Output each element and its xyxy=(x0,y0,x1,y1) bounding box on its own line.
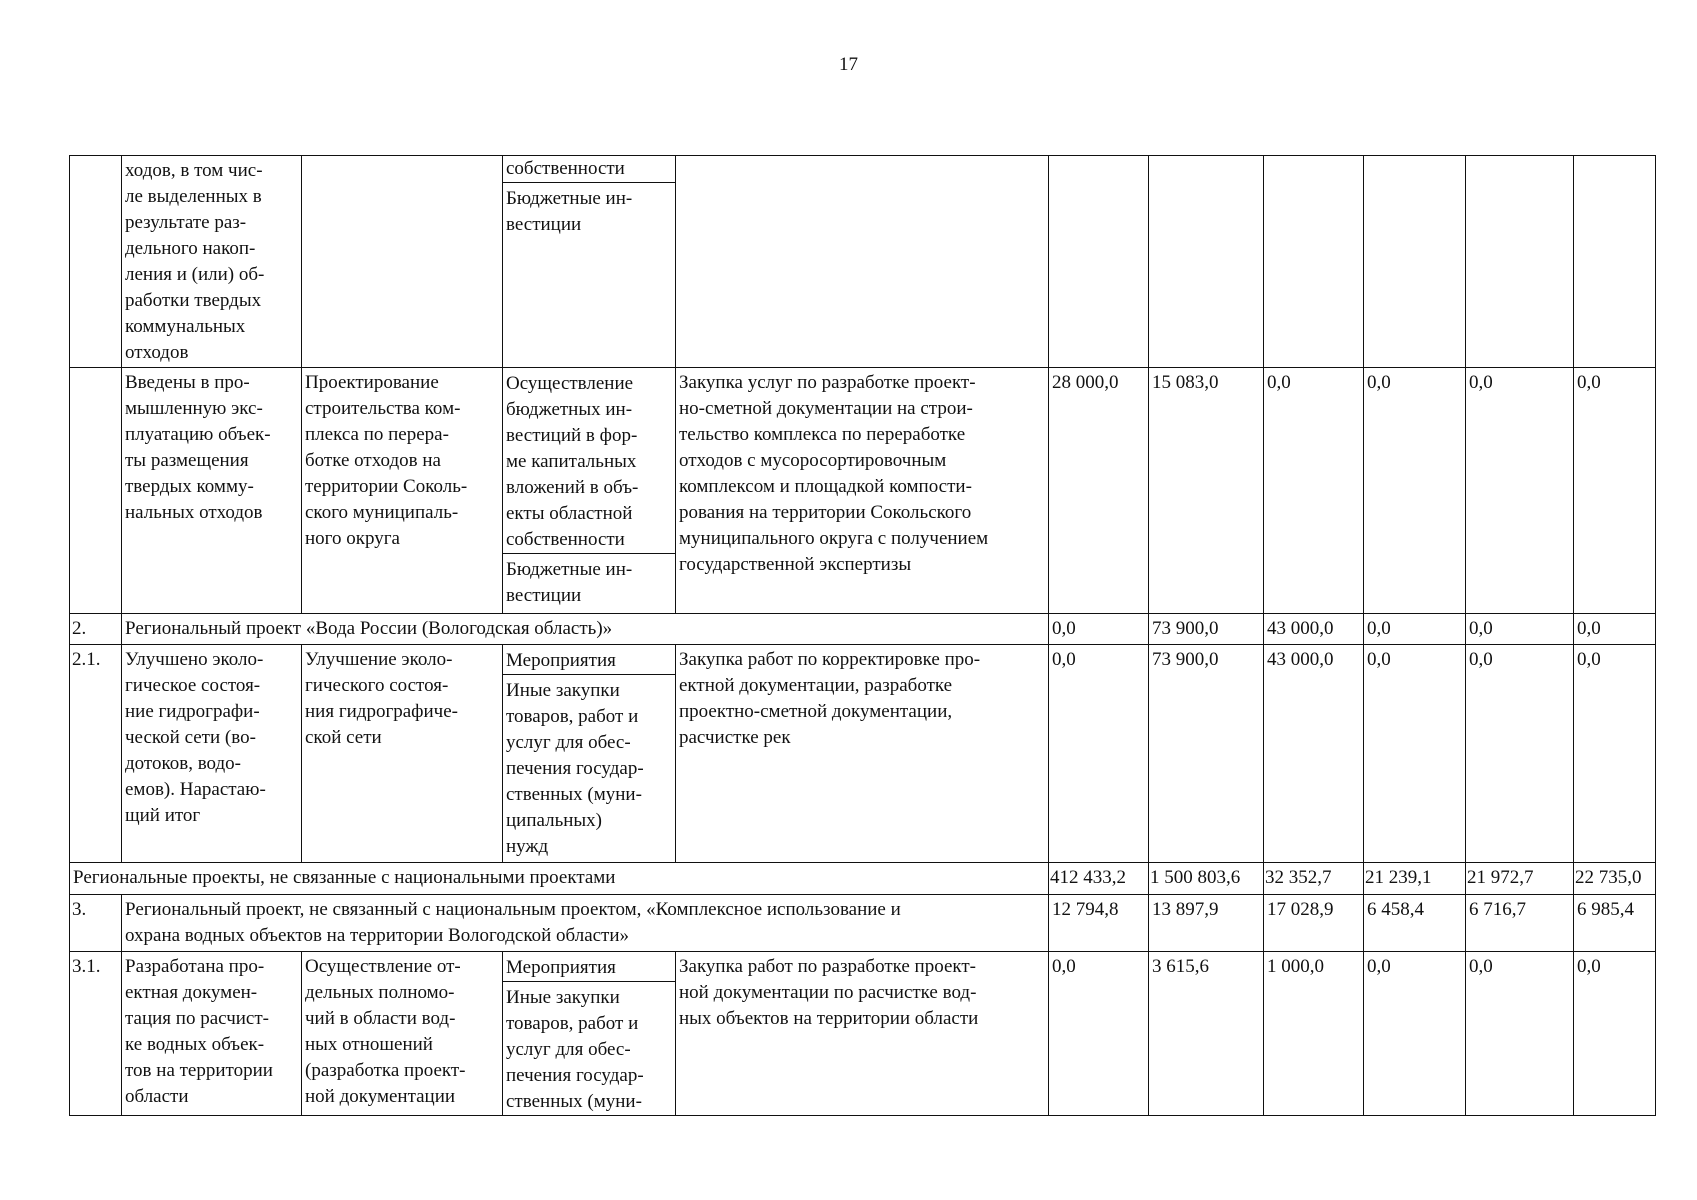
section-title: Региональные проекты, не связанные с национальными проектами xyxy=(70,863,1049,895)
project-title xyxy=(122,895,1049,952)
row-number: 3. xyxy=(70,895,122,952)
value-cell: 3 615,6 xyxy=(1149,952,1264,1116)
table-row xyxy=(70,863,1656,895)
form-type-text: собственности xyxy=(506,158,625,179)
value-cell: 412 433,2 xyxy=(1049,863,1149,895)
value-cell: 0,0 xyxy=(1364,645,1466,863)
value-cell: 21 972,7 xyxy=(1466,863,1574,895)
value-cell xyxy=(1574,156,1656,368)
description-cell xyxy=(676,645,1049,863)
program-table xyxy=(69,155,1656,1116)
result-text: Улучшено эколо- гическое состоя- ние гидрографи- ческой сети (во- дотоков, водо- емов). Нарастаю- щий итог xyxy=(125,649,266,826)
form-type-text: Мероприятия xyxy=(506,957,616,978)
value-cell: 0,0 xyxy=(1574,952,1656,1116)
value-cell: 6 458,4 xyxy=(1364,895,1466,952)
table-row xyxy=(70,156,1656,368)
value-cell: 13 897,9 xyxy=(1149,895,1264,952)
form-subtype-text: Бюджетные ин- вестиции xyxy=(503,183,675,239)
event-text: Проектирование строительства ком- плекса по перера- ботке отходов на территории Соколь- ского муниципаль- ного округа xyxy=(305,372,468,549)
value-cell: 0,0 xyxy=(1049,614,1149,645)
event-text: Улучшение эколо- гического состоя- ния гидрографиче- ской сети xyxy=(305,649,458,748)
value-cell: 73 900,0 xyxy=(1149,614,1264,645)
table-row xyxy=(70,895,1656,952)
event-cell xyxy=(302,368,503,614)
table-row xyxy=(70,614,1656,645)
form-subtype-text: Иные закупки товаров, работ и услуг для обес- печения государ- ственных (муни- xyxy=(503,982,675,1116)
value-cell: 6 985,4 xyxy=(1574,895,1656,952)
description-text: Закупка работ по разработке проект- ной документации по расчистке вод- ных объектов на территории области xyxy=(679,956,979,1029)
value-cell: 1 500 803,6 xyxy=(1149,863,1264,895)
table-row xyxy=(70,645,1656,863)
value-cell: 0,0 xyxy=(1049,645,1149,863)
value-cell xyxy=(1149,156,1264,368)
event-cell xyxy=(302,645,503,863)
description-text: Закупка услуг по разработке проект- но-сметной документации на строи- тельство комплекса по переработке отходов с мусоросортировочным комплексом и площадкой компости- рования на территории Сокольского муниципального округа с получением государственной экспертизы xyxy=(679,372,989,575)
value-cell: 17 028,9 xyxy=(1264,895,1364,952)
result-text: ходов, в том чис- ле выделенных в результате раз- дельного накоп- ления и (или) об- работки твердых коммунальных отходов xyxy=(125,160,265,363)
result-cell xyxy=(122,952,302,1116)
value-cell: 0,0 xyxy=(1364,952,1466,1116)
event-cell xyxy=(302,952,503,1116)
row-number xyxy=(70,368,122,614)
value-cell: 28 000,0 xyxy=(1049,368,1149,614)
row-number: 2. xyxy=(70,614,122,645)
form-type-text: Мероприятия xyxy=(506,650,616,671)
value-cell: 15 083,0 xyxy=(1149,368,1264,614)
value-cell: 0,0 xyxy=(1264,368,1364,614)
event-cell xyxy=(302,156,503,368)
value-cell: 32 352,7 xyxy=(1264,863,1364,895)
form-type-text: Осуществление бюджетных ин- вестиций в фор- ме капитальных вложений в объ- екты областной собственности xyxy=(506,373,639,550)
value-cell: 0,0 xyxy=(1574,614,1656,645)
value-cell: 0,0 xyxy=(1574,645,1656,863)
value-cell: 21 239,1 xyxy=(1364,863,1466,895)
form-cell xyxy=(503,952,676,1116)
result-text: Разработана про- ектная докумен- тация по расчист- ке водных объек- тов на территории области xyxy=(125,956,273,1107)
result-cell xyxy=(122,156,302,368)
value-cell: 73 900,0 xyxy=(1149,645,1264,863)
result-cell xyxy=(122,645,302,863)
value-cell: 0,0 xyxy=(1466,368,1574,614)
form-subtype-text: Иные закупки товаров, работ и услуг для обес- печения государ- ственных (муни- ципальных) нужд xyxy=(503,675,675,861)
form-cell xyxy=(503,645,676,863)
value-cell: 0,0 xyxy=(1574,368,1656,614)
value-cell xyxy=(1049,156,1149,368)
project-title-text: Региональный проект, не связанный с национальным проектом, «Комплексное использование и охрана водных объектов на территории Вологодской области» xyxy=(125,899,901,946)
row-number xyxy=(70,156,122,368)
result-cell xyxy=(122,368,302,614)
value-cell: 1 000,0 xyxy=(1264,952,1364,1116)
result-text: Введены в про- мышленную экс- плуатацию объек- ты размещения твердых комму- нальных отходов xyxy=(125,372,271,523)
value-cell: 6 716,7 xyxy=(1466,895,1574,952)
value-cell: 0,0 xyxy=(1364,368,1466,614)
description-cell xyxy=(676,952,1049,1116)
table-row xyxy=(70,368,1656,614)
value-cell: 43 000,0 xyxy=(1264,614,1364,645)
value-cell xyxy=(1364,156,1466,368)
row-number: 2.1. xyxy=(70,645,122,863)
value-cell: 0,0 xyxy=(1466,614,1574,645)
row-number: 3.1. xyxy=(70,952,122,1116)
value-cell: 0,0 xyxy=(1049,952,1149,1116)
form-cell xyxy=(503,156,676,368)
table-row xyxy=(70,952,1656,1116)
page-number: 17 xyxy=(839,54,858,75)
value-cell: 43 000,0 xyxy=(1264,645,1364,863)
value-cell: 12 794,8 xyxy=(1049,895,1149,952)
value-cell: 0,0 xyxy=(1466,952,1574,1116)
value-cell: 0,0 xyxy=(1466,645,1574,863)
value-cell: 22 735,0 xyxy=(1574,863,1656,895)
value-cell: 0,0 xyxy=(1364,614,1466,645)
project-title: Региональный проект «Вода России (Вологодская область)» xyxy=(122,614,1049,645)
description-cell xyxy=(676,156,1049,368)
value-cell xyxy=(1264,156,1364,368)
description-text: Закупка работ по корректировке про- ектной документации, разработке проектно-сметной документации, расчистке рек xyxy=(679,649,981,748)
form-cell xyxy=(503,368,676,614)
form-subtype-text: Бюджетные ин- вестиции xyxy=(503,554,675,610)
description-cell xyxy=(676,368,1049,614)
event-text: Осуществление от- дельных полномо- чий в области вод- ных отношений (разработка проект- ной документации xyxy=(305,956,466,1107)
value-cell xyxy=(1466,156,1574,368)
